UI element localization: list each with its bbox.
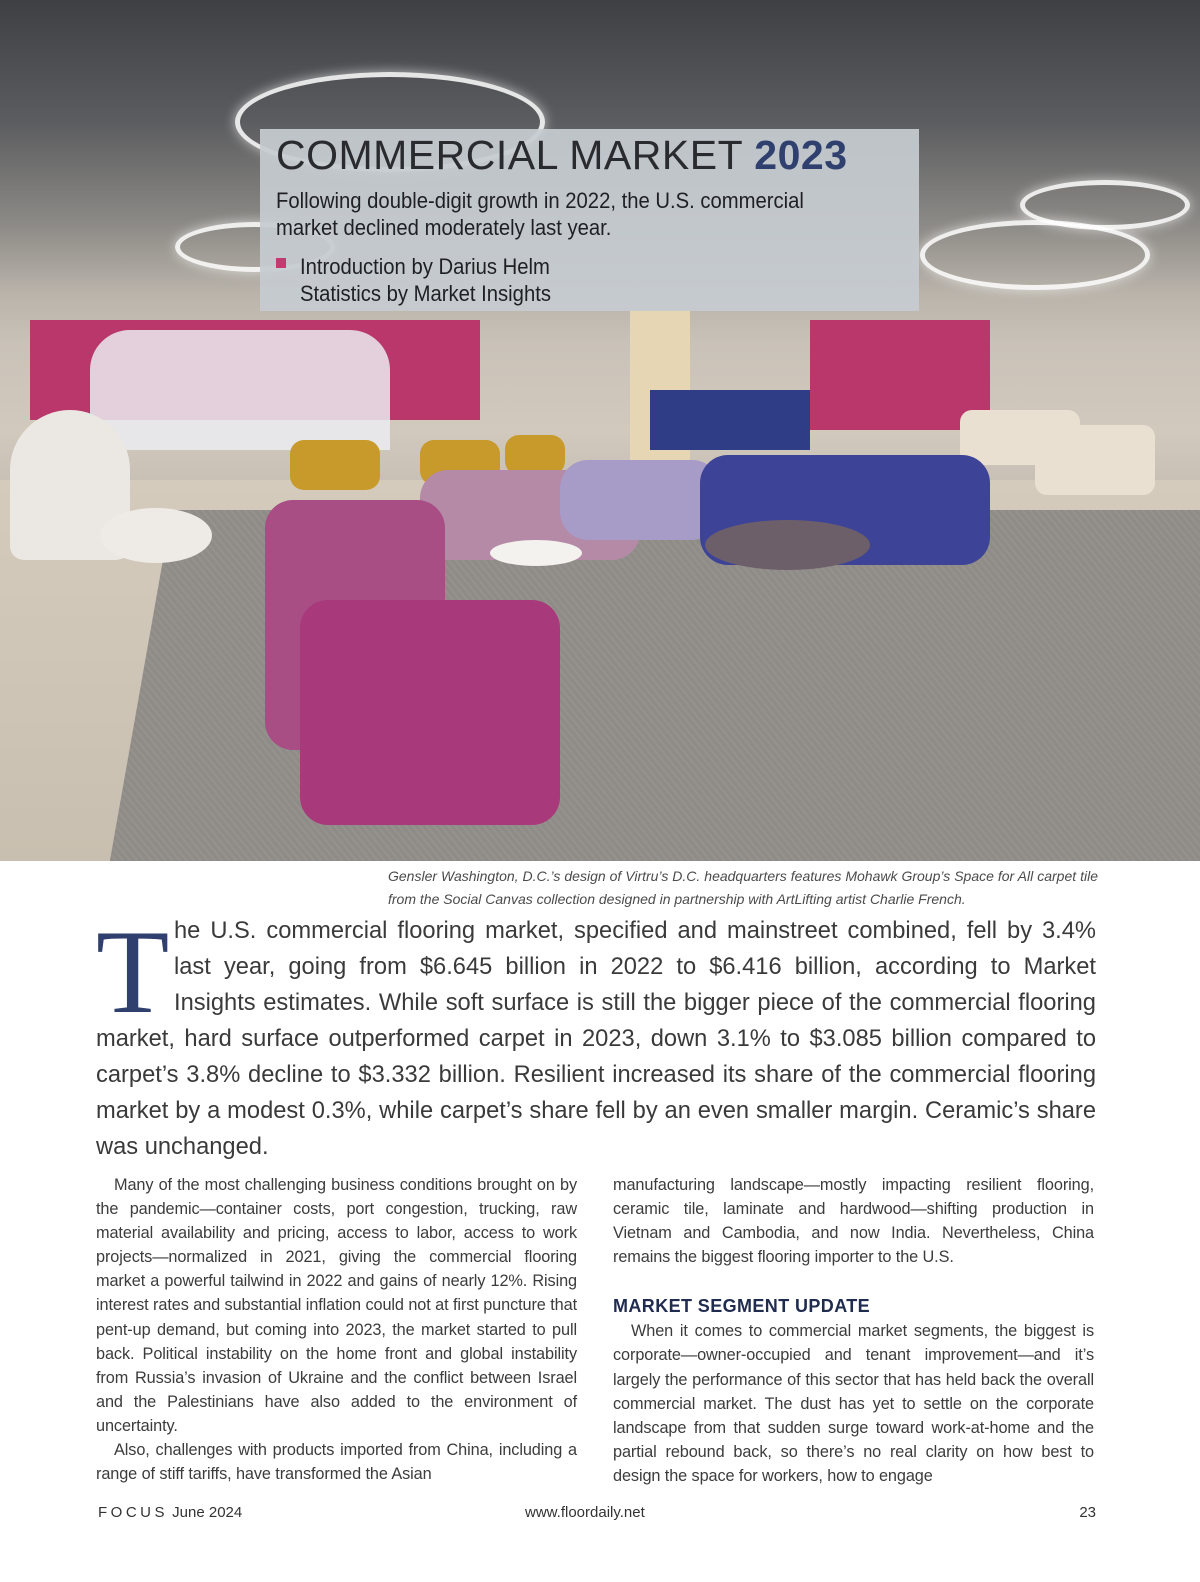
yellow-chair [505,435,565,475]
section-heading: MARKET SEGMENT UPDATE [613,1296,871,1317]
body-paragraph: Many of the most challenging business conditions brought on by the pandemic—container costs, port congestion, trucking, raw material availability and pricing, access to labor, access to work projects—normalized in 2021, giving the commercial flooring market a powerful tailwind in 2022 and gains of nearly 12%. Rising interest rates and substantial inflation could not at first puncture that pent-up demand, but coming into 2023, the market started to pull back. Political instability on the home front and global instability from Russia’s invasion of Ukraine and the conflict between Israel and the Palestinians have also added to the environment of uncertainty. [96,1176,577,1435]
credits [300,253,551,307]
ottoman [705,520,870,570]
page-title [276,132,848,179]
footer-url[interactable]: www.floordaily.net [525,1504,645,1521]
subtitle: Following double-digit growth in 2022, the U.S. commercial market declined moderately last year. [276,188,804,240]
side-table [490,540,582,566]
issue-date: June 2024 [172,1504,243,1521]
lede-text: he U.S. commercial flooring market, specified and mainstreet combined, fell by 3.4% last year, going from $6.645 billion in 2022 to $6.416 billion, according to Market Insights estimates. While soft surface is still the bigger piece of the commercial flooring market, hard surface outperformed carpet in 2023, down 3.1% to $3.085 billion compared to carpet’s 3.8% decline to $3.332 billion. Resilient increased its share of the commercial flooring market by a modest 0.3%, while carpet’s share fell by an even smaller margin. Ceramic’s share was unchanged. [96,918,1096,1160]
lede-paragraph [96,905,1096,1165]
body-column-left [96,1173,577,1486]
drop-cap: T [96,905,170,1038]
title-year: 2023 [754,132,848,178]
body-paragraph: manufacturing landscape—mostly impacting resilient flooring, ceramic tile, laminate and hardwood—shifting production in Vietnam and Cambodia, and now India. Nevertheless, China remains the biggest flooring importer to the U.S. [613,1176,1094,1267]
body-paragraph: When it comes to commercial market segments, the biggest is corporate—owner-occupied and tenant improvement—and it’s largely the performance of this sector that has held back the overall commercial market. The dust has yet to settle on the corporate landscape from that sudden surge toward work-at-home and the partial rebound back, so there’s no real clarity on how best to design the space for workers, how to engage [613,1322,1094,1485]
footer-publication [98,1504,242,1521]
sofa-segment [560,460,720,540]
ceiling-light-ring [1020,180,1190,230]
meeting-room [90,330,390,450]
body-column-right [613,1173,1094,1488]
credit-stats: Statistics by Market Insights [300,281,551,306]
page-number: 23 [1079,1504,1096,1521]
cream-sofa [1035,425,1155,495]
credit-intro: Introduction by Darius Helm [300,254,550,279]
bullet-square-icon [276,258,286,268]
sofa-segment [300,600,560,825]
publication-name: FOCUS [98,1504,168,1521]
title-text: COMMERCIAL MARKET [276,132,743,178]
ceiling-light-ring [920,220,1150,290]
body-paragraph: Also, challenges with products imported from China, including a range of stiff tariffs, have transformed the Asian [96,1441,577,1484]
pouf [100,508,212,563]
blue-counter [650,390,810,450]
photo-caption: Gensler Washington, D.C.’s design of Virtru’s D.C. headquarters features Mohawk Group’s Space for All carpet tile from the Social Canvas collection designed in partnership with ArtLifting artist Charlie French. [388,868,1098,907]
yellow-chair [290,440,380,490]
